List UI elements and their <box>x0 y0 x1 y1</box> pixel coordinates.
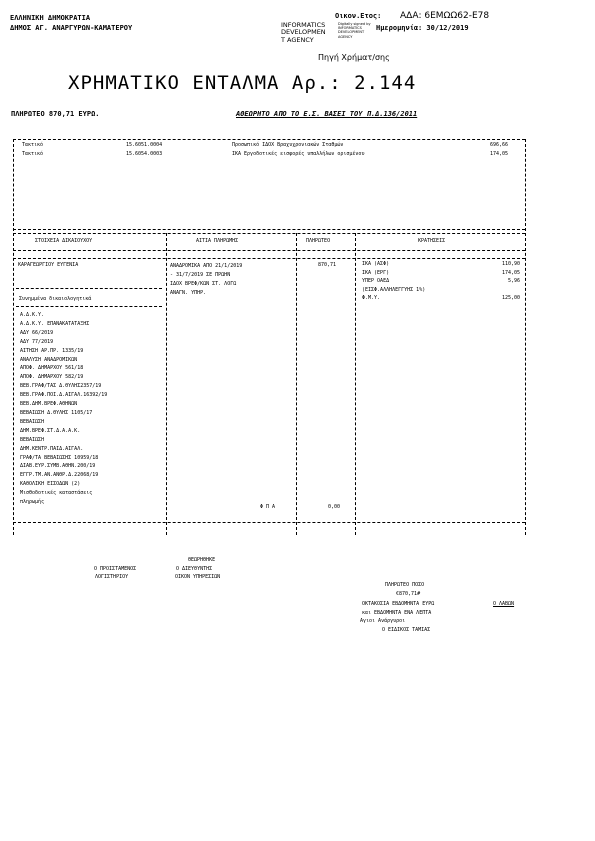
deduction-label: ΥΠΕΡ ΟΑΕΔ <box>362 278 390 284</box>
head-label: Ο ΠΡΟΙΣΤΑΜΕΝΟΣ <box>94 566 137 572</box>
doc-item: ΑΙΤΗΣΗ ΑΡ.ΠΡ. 1335/19 <box>20 347 84 354</box>
header-payable: ΠΛΗΡΩΤΕΟ <box>306 238 331 244</box>
deduction-row <box>362 269 520 278</box>
doc-item: ΒΕΒΑΙΩΣΗ <box>20 418 45 425</box>
issuer-line-2: ΔΗΜΟΣ ΑΓ. ΑΝΑΡΓΥΡΩΝ-ΚΑΜΑΤΕΡΟΥ <box>10 24 133 32</box>
docs-label: Συνημμένα δικαιολογητικά <box>19 296 92 302</box>
deduction-label: ΙΚΑ (ΕΡΓ) <box>362 269 390 276</box>
header-creditor: ΣΤΟΙΧΕΙΑ ΔΙΚΑΙΟΥΧΟΥ <box>35 238 93 244</box>
approved-label: ΘΕΩΡΗΘΗΚΕ <box>188 557 216 563</box>
deduction-row <box>362 286 520 295</box>
divider <box>13 258 525 259</box>
doc-item: πληρωμής <box>20 499 45 506</box>
deduction-amount: 174,05 <box>501 269 520 276</box>
date-value: : 30/12/2019 <box>418 24 469 32</box>
deduction-amount: 110,90 <box>501 261 520 267</box>
funding-source: Πηγή Χρήματ/σης <box>318 53 390 62</box>
divider <box>13 229 525 230</box>
cashier-label: Ο ΕΙΔΙΚΟΣ ΤΑΜΙΑΣ <box>382 627 431 633</box>
doc-item: ΓΡΑΦ/ΤΑ ΒΕΒΑΙΩΣΗΣ 10959/18 <box>20 454 99 461</box>
doc-item: ΑΝΑΛΥΣΗ ΑΝΑΔΡΟΜΙΚΩΝ <box>20 356 78 363</box>
page-title: ΧΡΗΜΑΤΙΚΟ ΕΝΤΑΛΜΑ Αρ.: 2.144 <box>68 72 417 94</box>
deductions-list <box>362 260 520 303</box>
divider <box>13 139 14 231</box>
issuer-line-1: ΕΛΛΗΝΙΚΗ ΔΗΜΟΚΡΑΤΙΑ <box>10 14 91 22</box>
fpa-amount: 0,00 <box>328 504 341 510</box>
doc-item: ΔΗΜ.ΒΡΕΦ.ΣΤ.Δ.Α.Α.Κ. <box>20 427 81 434</box>
deduction-label: ΙΚΑ (ΑΣΦ) <box>362 261 390 267</box>
stamp-line: INFORMATICS <box>281 21 326 29</box>
doc-item: ΑΠΟΦ. ΔΗΜΑΡΧΟΥ 561/18 <box>20 365 84 372</box>
divider <box>355 233 356 535</box>
divider <box>13 233 14 535</box>
payment-place: Αγιοι Ανάργυροι <box>360 618 406 624</box>
deduction-row <box>362 294 520 303</box>
payable-amount-text: ΠΛΗΡΩΤΕΟ 870,71 ΕΥΡΩ. <box>11 110 100 118</box>
director-label: Ο ΔΙΕΥΘΥΝΤΗΣ <box>176 566 213 572</box>
payment-line-4: και ΕΒΔΟΜΗΝΤΑ ΕΝΑ ΛΕΠΤΑ <box>362 610 432 616</box>
doc-item: Α.Δ.Κ.Υ. <box>20 312 45 318</box>
fpa-label: Φ Π Α <box>260 504 276 510</box>
deduction-amount: 125,00 <box>501 295 520 301</box>
divider <box>525 233 526 535</box>
divider <box>525 139 526 231</box>
cause-line: ΑΝΑΓΝ. ΥΠΗΡ. <box>170 289 207 296</box>
divider <box>16 288 162 289</box>
doc-item: ΚΑΘΟΛΙΚΗ ΕΙΣΟΔΩΝ (2) <box>20 481 81 488</box>
deduction-amount: 5,96 <box>507 278 520 284</box>
doc-item: ΒΕΒΑΙΩΣΗ <box>20 436 45 443</box>
doc-item: ΒΕΒ.ΓΡΑΦ/ΤΑΣ Δ.ΘΥΛΗΣ2357/19 <box>20 383 102 390</box>
doc-item: ΔΙΑΒ.ΕΥΡ.ΣΥΜΒ.ΑΘΗΝ.200/19 <box>20 463 96 470</box>
divider <box>166 233 167 535</box>
divider <box>16 306 162 307</box>
doc-item: ΔΗΜ.ΚΕΝΤΡ.ΠΑΙΔ.ΑΙΓΑΛ. <box>20 445 84 452</box>
digital-signature-note: Digitally signed by INFORMATICS DEVELOPMENT AGENCY <box>338 22 371 39</box>
doc-item: ΑΠΟΦ. ΔΗΜΑΡΧΟΥ 582/19 <box>20 374 84 381</box>
payment-line-2: €870,71# <box>396 591 421 597</box>
doc-item: Μισθοδοτικές καταστάσεις <box>20 490 93 497</box>
header-cause: ΑΙΤΙΑ ΠΛΗΡΩΜΗΣ <box>196 238 239 244</box>
doc-item: ΑΔΥ 66/2019 <box>20 329 54 336</box>
receiver-label: Ο ΛΑΒΩΝ <box>493 601 515 607</box>
header-deductions: ΚΡΑΤΗΣΕΙΣ <box>418 238 446 244</box>
divider <box>13 250 525 251</box>
fiscal-year-label: Οικον.Ετος: <box>335 12 382 20</box>
cause-line: ΑΝΑΔΡΟΜΙΚΑ ΑΠΟ 21/1/2019 <box>170 263 243 269</box>
doc-item: ΒΕΒ.ΔΗΜ.ΒΡΕΦ.ΑΘΗΝΩΝ <box>20 401 78 408</box>
creditor-name: ΚΑΡΑΓΕΩΡΓΙΟΥ ΕΥΓΕΝΙΑ <box>18 262 79 268</box>
doc-item: ΕΓΓΡ.ΤΜ.ΑΝ.ΑΝΘΡ.Δ.22068/19 <box>20 472 99 479</box>
cause-line: ΙΔΟΧ ΒΡΕΦ/ΚΩΝ ΣΤ. ΛΟΓΩ <box>170 280 237 287</box>
ada-code: ΑΔΑ: 6ΕΜΩΩ62-Ε78 <box>400 11 490 21</box>
docs-list <box>20 311 107 507</box>
deduction-label: (ΕΙΣΦ.ΑΛΛΗΛΕΓΓΥΗΣ 1%) <box>362 286 426 293</box>
doc-item: ΒΕΒ.ΓΡΑΦ.ΠΟΙ.Δ.ΑΙΓΑΛ.16392/19 <box>20 392 108 399</box>
divider <box>296 233 297 535</box>
approval-note: ΑΘΕΩΡΗΤΟ ΑΠΟ ΤΟ Ε.Σ. ΒΑΣΕΙ ΤΟΥ Π.Δ.136/2011 <box>236 110 418 118</box>
accounting-label: ΛΟΓΙΣΤΗΡΙΟΥ <box>95 574 129 580</box>
payment-line-1: ΠΛΗΡΩΤΕΟ ΠΟΣΟ <box>385 582 425 588</box>
divider <box>13 233 525 234</box>
digital-stamp <box>281 22 326 44</box>
divider <box>13 522 525 523</box>
divider <box>13 139 525 140</box>
doc-item: ΒΕΒΑΙΩΣΗ Δ.ΘΥΛΗΣ 1105/17 <box>20 409 93 416</box>
stamp-line: DEVELOPMEN <box>281 28 326 37</box>
doc-item: ΑΔΥ 77/2019 <box>20 338 54 345</box>
stamp-line: T AGENCY <box>281 35 314 44</box>
deduction-label: Φ.Μ.Υ. <box>362 295 381 301</box>
finance-label: ΟΙΚΟΝ ΥΠΗΡΕΣΙΩΝ <box>175 574 221 580</box>
cause-line: - 31/7/2019 ΣΕ ΠΡΩΗΝ <box>170 271 231 278</box>
date-label: Ημερομηνία <box>376 24 419 32</box>
doc-item: Α.Δ.Κ.Υ. ΕΠΑΝΑΚΑΤΑΤΑΞΗΣ <box>20 320 90 327</box>
cause-list <box>170 262 242 298</box>
payable-amount: 870,71 <box>318 262 337 268</box>
deduction-row <box>362 260 520 269</box>
deduction-row <box>362 277 520 286</box>
payment-line-3: ΟΚΤΑΚΟΣΙΑ ΕΒΔΟΜΗΝΤΑ ΕΥΡΩ <box>362 601 435 607</box>
